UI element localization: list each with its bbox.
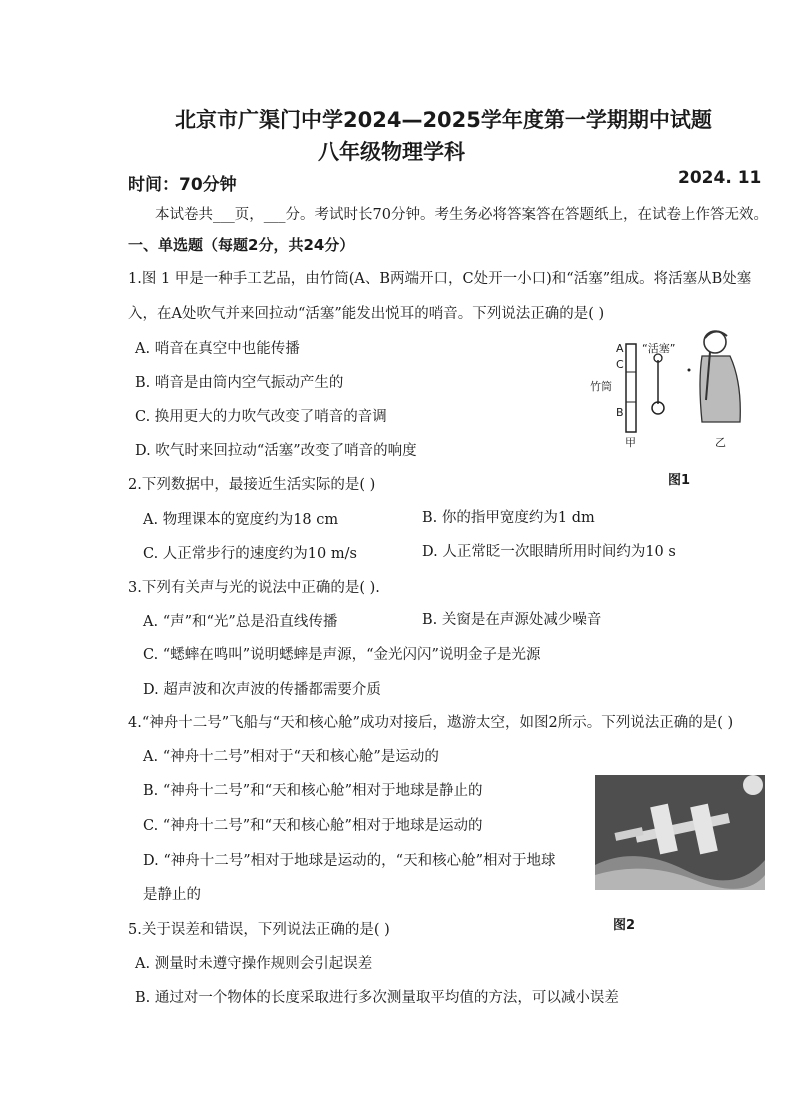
q3-stem: 3.下列有关声与光的说法中正确的是( ).: [128, 580, 380, 596]
q3-option-b: B. 关窗是在声源处减少噪音: [422, 612, 602, 628]
q1-stem-line2: 入，在A处吹气并来回拉动“活塞”能发出悦耳的哨音。下列说法正确的是( ): [128, 306, 605, 322]
figure-1: [590, 322, 760, 452]
q3-option-d: D. 超声波和次声波的传播都需要介质: [143, 682, 381, 698]
q4-option-d-continued: 是静止的: [143, 887, 201, 903]
q3-option-a: A. “声”和“光”总是沿直线传播: [143, 614, 338, 630]
exam-title: 北京市广渠门中学2024—2025学年度第一学期期中试题: [175, 108, 712, 132]
space-station-image: [595, 775, 765, 890]
section-heading: 一、单选题（每题2分，共24分）: [128, 236, 355, 254]
q2-option-c: C. 人正常步行的速度约为10 m/s: [143, 546, 357, 562]
q2-option-d: D. 人正常眨一次眼睛所用时间约为10 s: [422, 544, 676, 560]
q1-stem-line1: 1.图 1 甲是一种手工艺品，由竹筒(A、B两端开口，C处开一小口)和“活塞”组成。将活塞从B处塞: [128, 271, 752, 287]
label-yi: 乙: [715, 436, 726, 449]
label-piston: “活塞”: [642, 342, 676, 355]
label-a: A: [616, 342, 624, 355]
q1-option-c: C. 换用更大的力吹气改变了哨音的音调: [135, 409, 387, 425]
q4-option-d: D. “神舟十二号”相对于地球是运动的，“天和核心舱”相对于地球: [143, 853, 556, 869]
q1-option-d: D. 吹气时来回拉动“活塞”改变了哨音的响度: [135, 443, 417, 459]
q5-option-a: A. 测量时未遵守操作规则会引起误差: [135, 956, 373, 972]
q4-stem: 4.“神舟十二号”飞船与“天和核心舱”成功对接后，遨游太空，如图2所示。下列说法正确的是( ): [128, 715, 734, 731]
label-jia: 甲: [625, 436, 636, 449]
q1-option-b: B. 哨音是由筒内空气振动产生的: [135, 375, 344, 391]
label-tube: 竹筒: [590, 380, 612, 393]
exam-instructions: 本试卷共___页，___分。考试时长70分钟。考生务必将答案答在答题纸上，在试卷上作答无效。: [155, 207, 768, 223]
label-c: C: [616, 358, 624, 371]
q2-option-a: A. 物理课本的宽度约为18 cm: [143, 512, 339, 528]
q1-option-a: A. 哨音在真空中也能传播: [135, 341, 300, 357]
exam-subject: 八年级物理学科: [318, 140, 465, 164]
q4-option-b: B. “神舟十二号”和“天和核心舱”相对于地球是静止的: [143, 783, 483, 799]
q2-stem: 2.下列数据中，最接近生活实际的是( ): [128, 477, 376, 493]
q5-option-b: B. 通过对一个物体的长度采取进行多次测量取平均值的方法，可以减小误差: [135, 990, 619, 1006]
q4-option-a: A. “神舟十二号”相对于“天和核心舱”是运动的: [143, 749, 439, 765]
q4-option-c: C. “神舟十二号”和“天和核心舱”相对于地球是运动的: [143, 818, 483, 834]
exam-time: 时间：70分钟: [128, 175, 237, 195]
q5-stem: 5.关于误差和错误，下列说法正确的是( ): [128, 922, 390, 938]
q2-option-b: B. 你的指甲宽度约为1 dm: [422, 510, 595, 526]
figure-1-caption: 图1: [668, 473, 691, 488]
exam-date: 2024. 11: [678, 168, 762, 188]
figure-2-photo: [595, 775, 765, 890]
label-b: B: [616, 406, 624, 419]
q3-option-c: C. “蟋蟀在鸣叫”说明蟋蟀是声源，“金光闪闪”说明金子是光源: [143, 647, 541, 663]
figure-2-caption: 图2: [613, 918, 636, 933]
